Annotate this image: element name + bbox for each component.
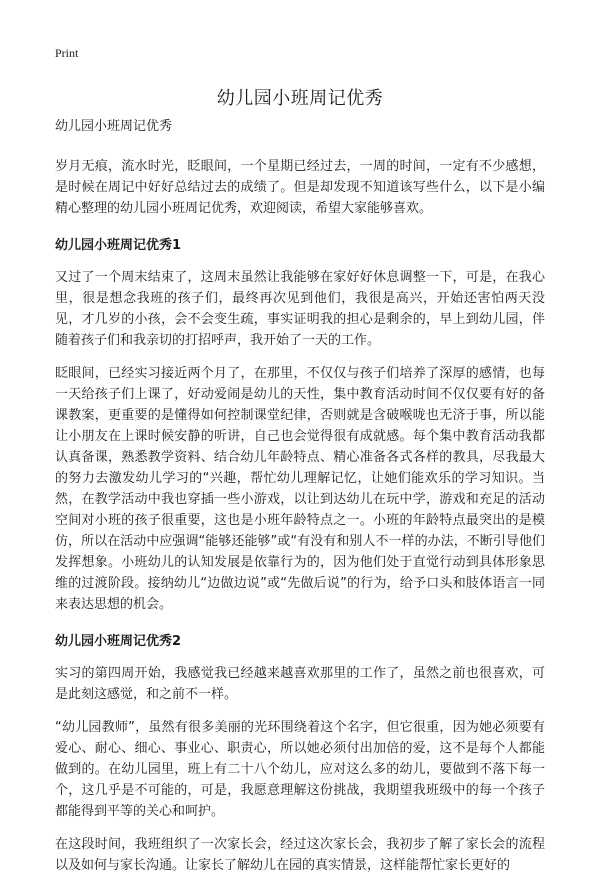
- document-title: 幼儿园小班周记优秀: [216, 88, 384, 109]
- document-subtitle: 幼儿园小班周记优秀: [55, 119, 173, 134]
- document-body: [55, 118, 545, 888]
- paragraph: 在这段时间，我班组织了一次家长会，经过这次家长会，我初步了解了家长会的流程以及如何与家长沟通。让家长了解幼儿在园的真实情景，这样能帮忙家长更好的: [55, 837, 545, 873]
- section-heading-1: 幼儿园小班周记优秀1: [55, 238, 182, 253]
- print-label: Print: [55, 46, 79, 60]
- intro-paragraph: 岁月无痕，流水时光，眨眼间，一个星期已经过去，一周的时间，一定有不少感想，是时候在周记中好好总结过去的成绩了。但是却发现不知道该写些什么，以下是小编精心整理的幼儿园小班周记优秀，欢迎阅读，希望大家能够喜欢。: [55, 159, 545, 216]
- paragraph: 实习的第四周开始，我感觉我已经越来越喜欢那里的工作了，虽然之前也很喜欢，可是此刻这感觉，和之前不一样。: [55, 666, 545, 702]
- paragraph: 又过了一个周末结束了，这周末虽然让我能够在家好好休息调整一下，可是，在我心里，很是想念我班的孩子们，最终再次见到他们，我很是高兴，开始还害怕两天没见，才几岁的小孩，会不会变生疏，事实证明我的担心是剩余的，早上到幼儿园，伴随着孩子们和我亲切的打招呼声，我开始了一天的工作。: [55, 270, 545, 348]
- section-heading-2: 幼儿园小班周记优秀2: [55, 634, 182, 649]
- paragraph: “幼儿园教师”，虽然有很多美丽的光环围绕着这个名字，但它很重，因为她必须要有爱心、耐心、细心、事业心、职责心，所以她必须付出加倍的爱，这不是每个人都能做到的。在幼儿园里，班上有二十八个幼儿，应对这么多的幼儿，要做到不落下每一个，这几乎是不可能的，可是，我愿意理解这份挑战，我期望我班级中的每一个孩子都能得到平等的关心和呵护。: [55, 720, 545, 819]
- paragraph: 眨眼间，已经实习接近两个月了，在那里，不仅仅与孩子们培养了深厚的感情，也每一天给孩子们上课了，好动爱闹是幼儿的天性，集中教育活动时间不仅仅要有好的备课教案，更重要的是懂得如何控制课堂纪律，否则就是含破喉咙也无济于事，所以能让小朋友在上课时候安静的听讲，自己也会觉得很有成就感。每个集中教育活动我都认真备课，熟悉教学资料、结合幼儿年龄特点、精心准备各式各样的教具，尽我最大的努力去激发幼儿学习的“兴趣，帮忙幼儿理解记忆，让她们能欢乐的学习知识。当然，在教学活动中我也穿插一些小游戏，以让到达幼儿在玩中学，游戏和充足的活动空间对小班的孩子很重要，这也是小班年龄特点之一。小班的年龄特点最突出的是模仿，所以在活动中应强调“能够还能够”或“有没有和别人不一样的办法，不断引导他们发挥想象。小班幼儿的认知发展是依靠行为的，因为他们处于直觉行动到具体形象思维的过渡阶段。接纳幼儿“边做边说”或“先做后说”的行为，给予口头和肢体语言一同来表达思想的机会。: [55, 366, 545, 612]
